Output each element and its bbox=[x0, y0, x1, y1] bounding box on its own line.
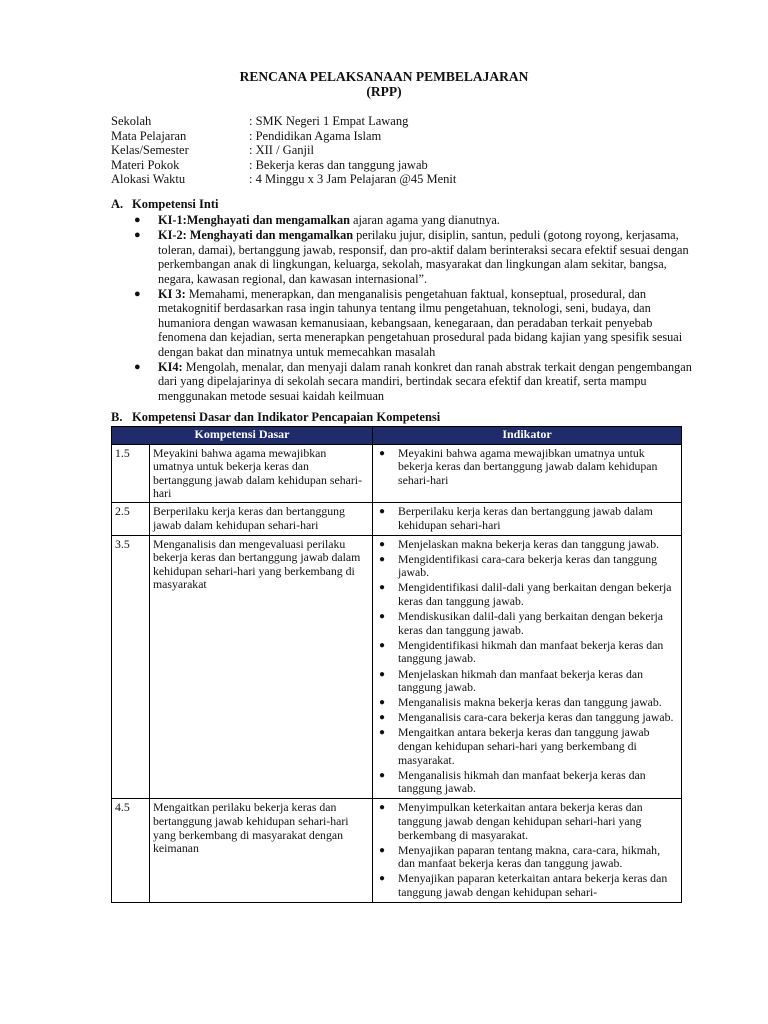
indikator-text: Menganalisis makna bekerja keras dan tanggung jawab. bbox=[398, 695, 662, 710]
list-item bbox=[376, 581, 678, 608]
indikator-text: Mengidentifikasi hikmah dan manfaat bekerja keras dan tanggung jawab. bbox=[398, 637, 664, 666]
bullet-icon: ● bbox=[379, 553, 386, 565]
document-title: RENCANA PELAKSANAAN PEMBELAJARAN bbox=[239, 69, 529, 84]
identity-value: : SMK Negeri 1 Empat Lawang bbox=[249, 114, 409, 128]
kd-text: Meyakini bahwa agama mewajibkan umatnya untuk bekerja keras dan bertanggung jawab dalam kehidupan sehari-hari bbox=[150, 444, 373, 502]
list-item bbox=[130, 228, 695, 286]
indikator-text: Menyajikan paparan keterkaitan antara bekerja keras dan tanggung jawab dengan kehidupan sehari- bbox=[398, 871, 668, 899]
identity-block bbox=[111, 114, 456, 187]
list-item bbox=[376, 538, 678, 552]
section-number: A. bbox=[111, 197, 124, 211]
bullet-icon: ● bbox=[379, 611, 386, 623]
kompetensi-inti-list bbox=[130, 213, 695, 404]
document-subtitle: (RPP) bbox=[366, 84, 402, 99]
indikator-text: Menjelaskan hikmah dan manfaat bekerja keras dan tanggung jawab. bbox=[398, 666, 644, 695]
identity-row bbox=[111, 172, 456, 187]
identity-label: Kelas/Semester bbox=[111, 143, 189, 157]
identity-row bbox=[111, 129, 456, 144]
identity-label: Materi Pokok bbox=[111, 157, 180, 172]
table-header-row bbox=[112, 427, 682, 445]
bullet-icon: ● bbox=[379, 639, 386, 651]
table-row bbox=[112, 502, 682, 535]
indikator-text: Mendiskusikan dalil-dali yang berkaitan dengan bekerja keras dan tanggung jawab. bbox=[398, 609, 664, 637]
list-item bbox=[376, 639, 678, 666]
list-item bbox=[376, 711, 678, 725]
bullet-icon: ● bbox=[379, 844, 386, 856]
ki-text: ajaran agama yang dianutnya. bbox=[349, 213, 500, 227]
indikator-text: Meyakini bahwa agama mewajibkan umatnya untuk bekerja keras dan bertanggung jawab dalam kehidupan sehari-hari bbox=[398, 445, 658, 487]
kd-text: Berperilaku kerja keras dan bertanggung jawab dalam kehidupan sehari-hari bbox=[150, 502, 373, 535]
ki-label: KI-1:Menghayati dan mengamalkan bbox=[158, 213, 350, 227]
ki-label: KI4: bbox=[158, 360, 183, 375]
indikator-cell bbox=[373, 502, 682, 535]
indikator-cell bbox=[373, 799, 682, 903]
list-item bbox=[376, 610, 678, 637]
list-item bbox=[130, 287, 695, 359]
bullet-icon: ● bbox=[379, 505, 386, 517]
section-title: Kompetensi Dasar dan Indikator Pencapaian Kompetensi bbox=[132, 410, 441, 424]
bullet-icon: ● bbox=[379, 538, 386, 550]
identity-value: : XII / Ganjil bbox=[249, 143, 314, 157]
table-row bbox=[112, 444, 682, 502]
bullet-icon: ● bbox=[134, 214, 141, 226]
list-item bbox=[376, 553, 678, 580]
indikator-text: Berperilaku kerja keras dan bertanggung jawab dalam kehidupan sehari-hari bbox=[398, 503, 653, 532]
list-item bbox=[376, 505, 678, 532]
kd-text: Mengaitkan perilaku bekerja keras dan bertanggung jawab kehidupan sehari-hari yang berkembang di masyarakat dengan keimanan bbox=[150, 799, 373, 903]
section-heading-kompetensi-inti bbox=[111, 197, 218, 212]
indikator-text: Mengaitkan antara bekerja keras dan tanggung jawab dengan kehidupan sehari-hari yang berkembang di masyarakat. bbox=[398, 725, 650, 767]
indikator-text: Menganalisis cara-cara bekerja keras dan tanggung jawab. bbox=[398, 710, 674, 725]
indikator-text: Menyajikan paparan tentang makna, cara-cara, hikmah, dan manfaat bekerja keras dan tanggung jawab. bbox=[398, 842, 661, 871]
indikator-text: Menyimpulkan keterkaitan antara bekerja keras dan tanggung jawab dengan kehidupan sehari-hari yang berkembang di masyarakat. bbox=[398, 800, 643, 842]
kd-text: Menganalisis dan mengevaluasi perilaku bekerja keras dan bertanggung jawab dalam kehidupan sehari-hari yang berkembang di masyarakat bbox=[150, 535, 373, 799]
identity-row bbox=[111, 114, 456, 129]
identity-value: : Pendidikan Agama Islam bbox=[249, 128, 382, 143]
identity-row bbox=[111, 158, 456, 173]
identity-label: Alokasi Waktu bbox=[111, 172, 186, 186]
bullet-icon: ● bbox=[379, 802, 386, 814]
bullet-icon: ● bbox=[379, 712, 386, 724]
indikator-text: Mengidentifikasi cara-cara bekerja keras dan tanggung jawab. bbox=[398, 551, 658, 580]
column-header-indikator: Indikator bbox=[373, 427, 682, 445]
column-header-kompetensi-dasar: Kompetensi Dasar bbox=[112, 427, 373, 445]
identity-row bbox=[111, 143, 456, 158]
indikator-cell bbox=[373, 444, 682, 502]
section-heading-kompetensi-dasar bbox=[111, 410, 440, 425]
identity-value: : 4 Minggu x 3 Jam Pelajaran @45 Menit bbox=[249, 172, 457, 186]
indikator-text: Menganalisis hikmah dan manfaat bekerja keras dan tanggung jawab. bbox=[398, 767, 646, 796]
bullet-icon: ● bbox=[379, 668, 386, 680]
ki-label: KI-2: Menghayati dan mengamalkan bbox=[158, 228, 354, 243]
indikator-text: Menjelaskan makna bekerja keras dan tanggung jawab. bbox=[398, 536, 660, 551]
bullet-icon: ● bbox=[379, 769, 386, 781]
bullet-icon: ● bbox=[379, 697, 386, 709]
list-item bbox=[376, 769, 678, 796]
section-number: B. bbox=[111, 410, 123, 424]
bullet-icon: ● bbox=[134, 361, 141, 374]
list-item bbox=[376, 668, 678, 695]
identity-value: : Bekerja keras dan tanggung jawab bbox=[249, 157, 428, 172]
indikator-cell bbox=[373, 535, 682, 799]
identity-label: Mata Pelajaran bbox=[111, 128, 187, 143]
list-item bbox=[376, 726, 678, 767]
ki-text: perilaku jujur, disiplin, santun, peduli (gotong royong, kerjasama, toleran, damai), bertanggung jawab, responsif, dan pro-aktif dalam berinteraksi secara efektif sesuai dengan perkembangan anak di lingkungan, keluarga, sekolah, masyarakat dan lingkungan alam sekitar, bangsa, negara, kawasan regional, dan kawasan internasional”. bbox=[158, 228, 689, 286]
ki-label: KI 3: bbox=[158, 287, 186, 302]
list-item bbox=[376, 801, 678, 842]
kd-number: 1.5 bbox=[112, 444, 150, 502]
list-item bbox=[376, 844, 678, 871]
kd-number: 3.5 bbox=[112, 535, 150, 799]
bullet-icon: ● bbox=[134, 288, 141, 301]
bullet-icon: ● bbox=[379, 873, 386, 885]
table-row bbox=[112, 535, 682, 799]
table-row bbox=[112, 799, 682, 903]
list-item bbox=[130, 360, 695, 403]
bullet-icon: ● bbox=[379, 582, 386, 594]
kompetensi-dasar-table bbox=[111, 426, 682, 903]
list-item bbox=[376, 872, 678, 899]
identity-label: Sekolah bbox=[111, 114, 152, 128]
ki-text: Memahami, menerapkan, dan menganalisis pengetahuan faktual, konseptual, prosedural, dan metakognitif berdasarkan rasa ingin tahunya tentang ilmu pengetahuan, teknologi, seni, budaya, dan humaniora dengan wawasan kemanusiaan, kebangsaan, kenegaraan, dan peradaban terkait penyebab fenomena dan kejadian, serta menerapkan pengetahuan prosedural pada bidang kajian yang spesifik sesuai dengan bakat dan minatnya untuk memecahkan masalah bbox=[158, 287, 683, 359]
list-item bbox=[130, 213, 695, 227]
bullet-icon: ● bbox=[379, 727, 386, 739]
kd-number: 4.5 bbox=[112, 799, 150, 903]
indikator-text: Mengidentifikasi dalil-dali yang berkaitan dengan bekerja keras dan tanggung jawab. bbox=[398, 580, 672, 609]
bullet-icon: ● bbox=[379, 447, 386, 459]
section-title: Kompetensi Inti bbox=[132, 197, 219, 211]
kd-number: 2.5 bbox=[112, 502, 150, 535]
list-item bbox=[376, 696, 678, 710]
ki-text: Mengolah, menalar, dan menyaji dalam ranah konkret dan ranah abstrak terkait dengan pengembangan dari yang dipelajarinya di sekolah secara mandiri, bertindak secara efektif dan kreatif, serta mampu menggunakan metode sesuai kaidah keilmuan bbox=[158, 360, 692, 403]
list-item bbox=[376, 447, 678, 488]
bullet-icon: ● bbox=[134, 229, 141, 242]
